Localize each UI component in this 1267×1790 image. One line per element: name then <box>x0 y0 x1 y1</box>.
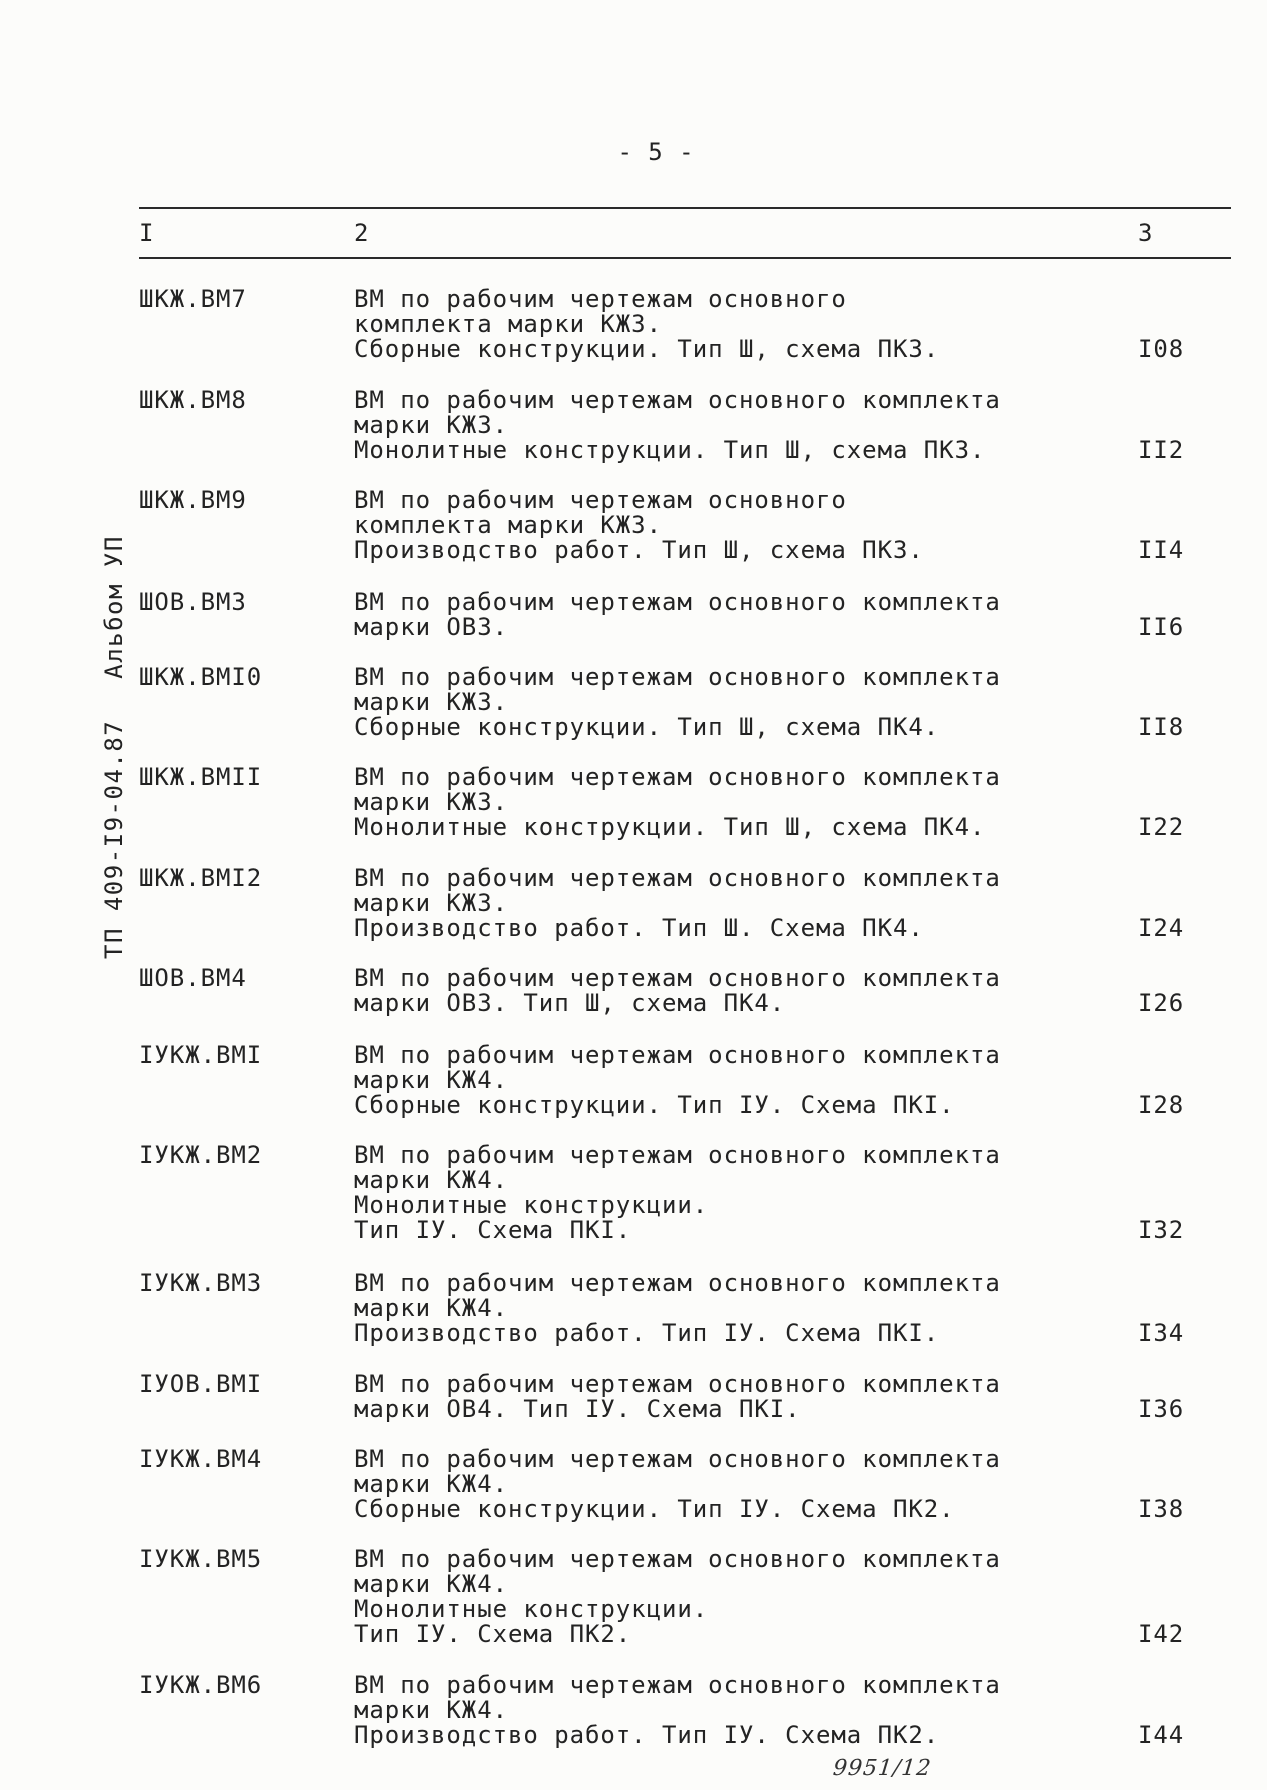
row-description-line: Монолитные конструкции. <box>354 1190 709 1219</box>
row-page-ref: I32 <box>1138 1215 1185 1244</box>
row-description-line: марки КЖ4. <box>354 1065 508 1094</box>
row-description-line: ВМ по рабочим чертежам основного комплекта <box>354 1040 1001 1069</box>
row-description-line: марки КЖ4. <box>354 1165 508 1194</box>
table-row <box>0 284 1267 363</box>
row-description-line: ВМ по рабочим чертежам основного комплекта <box>354 863 1001 892</box>
album-title: Альбом УП <box>100 535 128 679</box>
row-description-line: Сборные конструкции. Тип Ш, схема ПК4. <box>354 712 940 741</box>
row-description-line: марки КЖ3. <box>354 687 508 716</box>
table-row <box>0 762 1267 841</box>
row-page-ref: II4 <box>1138 535 1185 564</box>
row-description-line: марки ОВ3. Тип Ш, схема ПК4. <box>354 988 786 1017</box>
table-row <box>0 1544 1267 1648</box>
row-description-line: ВМ по рабочим чертежам основного <box>354 485 847 514</box>
row-description-line: марки ОВ4. Тип IУ. Схема ПКI. <box>354 1394 801 1423</box>
table-row <box>0 1040 1267 1119</box>
row-description-line: марки КЖ3. <box>354 787 508 816</box>
row-page-ref: I36 <box>1138 1394 1185 1423</box>
row-code: IУКЖ.ВМ6 <box>139 1670 263 1699</box>
row-description-line: Сборные конструкции. Тип IУ. Схема ПКI. <box>354 1090 955 1119</box>
row-description-line: ВМ по рабочим чертежам основного комплекта <box>354 762 1001 791</box>
row-description-line: Производство работ. Тип IУ. Схема ПКI. <box>354 1318 940 1347</box>
table-row <box>0 587 1267 641</box>
row-description-line: Производство работ. Тип Ш. Схема ПК4. <box>354 913 924 942</box>
table-row <box>0 385 1267 464</box>
table-row <box>0 485 1267 564</box>
row-code: ШКЖ.ВМI0 <box>139 662 263 691</box>
row-description-line: марки ОВ3. <box>354 612 508 641</box>
row-page-ref: I26 <box>1138 988 1185 1017</box>
row-page-ref: II8 <box>1138 712 1185 741</box>
row-description-line: ВМ по рабочим чертежам основного комплекта <box>354 963 1001 992</box>
row-code: ШКЖ.ВМII <box>139 762 263 791</box>
row-code: ШКЖ.ВМ9 <box>139 485 247 514</box>
row-description-line: ВМ по рабочим чертежам основного комплекта <box>354 1670 1001 1699</box>
row-description-line: ВМ по рабочим чертежам основного <box>354 284 847 313</box>
column-header-3: 3 <box>1138 219 1154 247</box>
row-page-ref: I44 <box>1138 1720 1185 1749</box>
table-row <box>0 1140 1267 1244</box>
row-description-line: ВМ по рабочим чертежам основного комплекта <box>354 662 1001 691</box>
row-description-line: ВМ по рабочим чертежам основного комплекта <box>354 385 1001 414</box>
row-description-line: Тип IУ. Схема ПК2. <box>354 1619 632 1648</box>
row-description-line: ВМ по рабочим чертежам основного комплекта <box>354 1444 1001 1473</box>
page-number: - 5 - <box>617 138 695 166</box>
row-description-line: марки КЖ4. <box>354 1695 508 1724</box>
row-code: IУОВ.ВМI <box>139 1369 263 1398</box>
row-page-ref: I08 <box>1138 334 1185 363</box>
row-description-line: Сборные конструкции. Тип Ш, схема ПК3. <box>354 334 940 363</box>
row-description-line: Сборные конструкции. Тип IУ. Схема ПК2. <box>354 1494 955 1523</box>
row-page-ref: I38 <box>1138 1494 1185 1523</box>
table-row <box>0 1444 1267 1523</box>
table-row <box>0 1670 1267 1749</box>
row-description-line: ВМ по рабочим чертежам основного комплекта <box>354 1140 1001 1169</box>
handwritten-note: 9951/12 <box>831 1756 933 1781</box>
row-description-line: Монолитные конструкции. Тип Ш, схема ПК4. <box>354 812 986 841</box>
row-description-line: комплекта марки КЖ3. <box>354 510 662 539</box>
row-code: IУКЖ.ВМI <box>139 1040 263 1069</box>
row-page-ref: II6 <box>1138 612 1185 641</box>
row-description-line: ВМ по рабочим чертежам основного комплекта <box>354 1369 1001 1398</box>
table-row <box>0 863 1267 942</box>
row-description-line: Монолитные конструкции. <box>354 1594 709 1623</box>
row-page-ref: I42 <box>1138 1619 1185 1648</box>
row-code: IУКЖ.ВМ5 <box>139 1544 263 1573</box>
row-page-ref: II2 <box>1138 435 1185 464</box>
row-description-line: марки КЖ4. <box>354 1469 508 1498</box>
row-description-line: Тип IУ. Схема ПКI. <box>354 1215 632 1244</box>
row-description-line: марки КЖ4. <box>354 1293 508 1322</box>
row-code: ШКЖ.ВМ7 <box>139 284 247 313</box>
row-code: ШОВ.ВМ4 <box>139 963 247 992</box>
row-description-line: Производство работ. Тип Ш, схема ПК3. <box>354 535 924 564</box>
row-description-line: марки КЖ3. <box>354 888 508 917</box>
table-row <box>0 1369 1267 1423</box>
table-row <box>0 1268 1267 1347</box>
row-code: IУКЖ.ВМ4 <box>139 1444 263 1473</box>
row-page-ref: I24 <box>1138 913 1185 942</box>
row-description-line: Производство работ. Тип IУ. Схема ПК2. <box>354 1720 940 1749</box>
row-code: ШКЖ.ВМ8 <box>139 385 247 414</box>
album-side-label <box>101 535 127 959</box>
row-code: IУКЖ.ВМ3 <box>139 1268 263 1297</box>
row-page-ref: I28 <box>1138 1090 1185 1119</box>
row-description-line: Монолитные конструкции. Тип Ш, схема ПК3. <box>354 435 986 464</box>
row-page-ref: I22 <box>1138 812 1185 841</box>
row-page-ref: I34 <box>1138 1318 1185 1347</box>
table-row <box>0 662 1267 741</box>
column-header-1: I <box>139 219 155 247</box>
column-header-2: 2 <box>354 219 370 247</box>
row-description-line: ВМ по рабочим чертежам основного комплекта <box>354 1268 1001 1297</box>
row-code: ШКЖ.ВМI2 <box>139 863 263 892</box>
row-code: IУКЖ.ВМ2 <box>139 1140 263 1169</box>
row-description-line: марки КЖ4. <box>354 1569 508 1598</box>
album-code: ТП 409-I9-04.87 <box>100 719 128 959</box>
row-description-line: марки КЖ3. <box>354 410 508 439</box>
table-row <box>0 963 1267 1017</box>
row-code: ШОВ.ВМ3 <box>139 587 247 616</box>
row-description-line: ВМ по рабочим чертежам основного комплекта <box>354 1544 1001 1573</box>
row-description-line: ВМ по рабочим чертежам основного комплекта <box>354 587 1001 616</box>
row-description-line: комплекта марки КЖ3. <box>354 309 662 338</box>
